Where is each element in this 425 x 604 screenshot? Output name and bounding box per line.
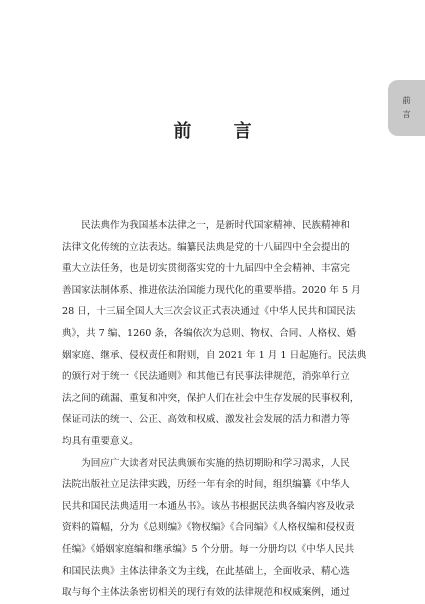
text-line: 和国民法典》主体法律条文为主线，在此基础上，全面收录、精心选 <box>62 565 350 577</box>
text-line: 民共和国民法典适用一本通丛书》。该丛书根据民法典各编内容及收录 <box>62 500 355 512</box>
text-line: 法院出版社立足法律实践，历经一年有余的时间，组织编纂《中华人 <box>62 479 350 491</box>
text-line: 善国家法制体系、推进依法治国能力现代化的重要举措。2020 年 5 月 <box>62 284 361 296</box>
body-text <box>62 215 373 604</box>
text-line: 典》，共 7 编、1260 条，各编依次为总则、物权、合同、人格权、婚 <box>62 327 356 339</box>
text-line: 重大立法任务，也是切实贯彻落实党的十九届四中全会精神、丰富完 <box>62 263 350 275</box>
text-line: 保证司法的统一、公正、高效和权威、激发社会发展的活力和潜力等 <box>62 414 350 426</box>
text-line: 任编》《婚姻家庭编和继承编》5 个分册。每一分册均以《中华人民共 <box>62 543 355 555</box>
text-line: 取与每个主体法条密切相关的现行有效的法律规范和权威案例，通过 <box>62 587 350 599</box>
page-title: 前 言 <box>173 121 270 142</box>
text-line: 均具有重要意义。 <box>62 435 139 447</box>
side-tab-char-2: 言 <box>402 110 411 119</box>
side-tab-char-1: 前 <box>402 96 411 105</box>
text-line: 法之间的疏漏、重复和冲突，保护人们在社会中生存发展的民事权利， <box>62 392 360 404</box>
text-line: 法律文化传统的立法表达。编纂民法典是党的十八届四中全会提出的 <box>62 241 350 253</box>
text-line: 28 日，十三届全国人大三次会议正式表决通过《中华人民共和国民法 <box>62 306 356 318</box>
text-line: 为回应广大读者对民法典颁布实施的热切期盼和学习渴求，人民 <box>62 457 350 469</box>
text-line: 姻家庭、继承、侵权责任和附则，自 2021 年 1 月 1 日起施行。民法典 <box>62 349 367 361</box>
text-line: 的颁行对于统一《民法通则》和其他已有民事法律规范，消弥单行立 <box>62 371 350 383</box>
text-line: 民法典作为我国基本法律之一，是新时代国家精神、民族精神和 <box>62 220 350 231</box>
text-line: 资料的篇幅，分为《总则编》《物权编》《合同编》《人格权编和侵权责 <box>62 522 355 534</box>
paragraph-2 <box>62 453 373 604</box>
paragraph-1 <box>62 215 373 453</box>
